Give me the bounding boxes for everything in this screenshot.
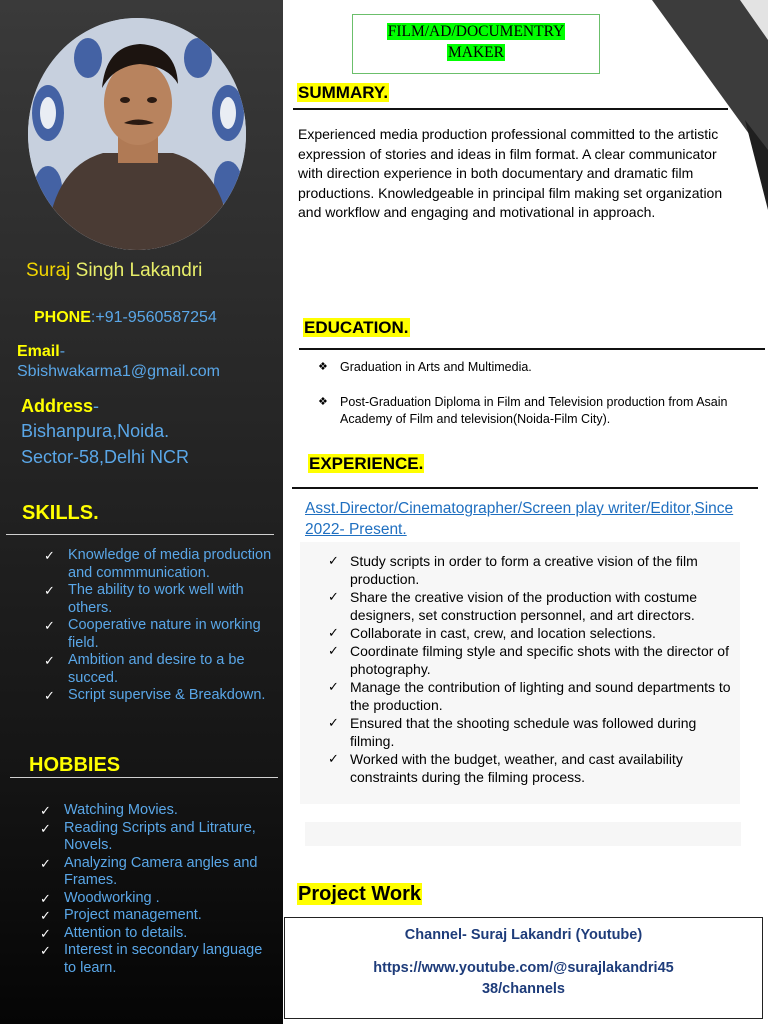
summary-heading <box>297 83 389 103</box>
experience-item <box>328 642 738 678</box>
experience-divider <box>292 487 758 489</box>
check-icon: ✓ <box>328 643 339 658</box>
check-icon: ✓ <box>40 908 51 923</box>
education-item <box>318 394 758 428</box>
check-icon: ✓ <box>328 751 339 766</box>
skill-text: Script supervise & Breakdown. <box>68 687 266 703</box>
education-text: Post-Graduation Diploma in Film and Television production from Asain Academy of Film and television(Noida-Film City). <box>340 395 728 426</box>
email-dash: - <box>59 343 66 360</box>
hobby-text: Attention to details. <box>64 924 188 941</box>
summary-text: Experienced media production professional committed to the artistic expression of stories and ideas in film format. A clear communicator with direction experience in both documentary and dramatic film productions. Knowledgeable in principal film making set organization and workflow and engaging and motivational in approach. <box>298 126 723 220</box>
experience-heading-text: EXPERIENCE. <box>309 454 424 473</box>
education-text: Graduation in Arts and Multimedia. <box>340 360 532 374</box>
hobby-text: Analyzing Camera angles and Frames. <box>64 854 258 888</box>
hobby-text: Project management. <box>64 907 202 923</box>
summary-heading-text: SUMMARY. <box>298 83 389 102</box>
project-box <box>284 917 763 1019</box>
profile-photo-illustration <box>28 18 246 250</box>
experience-list <box>328 552 738 786</box>
check-icon: ✓ <box>40 803 51 818</box>
hobby-item <box>38 925 278 943</box>
skill-text: Ambition and desire to a be succed. <box>68 652 245 686</box>
check-icon: ✓ <box>328 679 339 694</box>
skills-list <box>42 547 278 705</box>
rest-name: Singh Lakandri <box>75 260 203 281</box>
address-label-line <box>21 396 99 417</box>
title-line-1: FILM/AD/DOCUMENTRY <box>387 23 565 40</box>
candidate-name <box>26 260 202 282</box>
email-label-line <box>17 343 65 361</box>
check-icon: ✓ <box>328 625 339 640</box>
hobby-item <box>38 890 278 908</box>
sidebar <box>0 0 283 1024</box>
check-icon: ✓ <box>44 688 55 703</box>
experience-heading <box>308 454 424 474</box>
experience-item <box>328 714 738 750</box>
project-heading-text: Project Work <box>298 883 421 905</box>
experience-text: Collaborate in cast, crew, and location selections. <box>350 625 656 641</box>
phone-line <box>34 309 217 327</box>
check-icon: ✓ <box>328 715 339 730</box>
project-url-line-1[interactable]: https://www.youtube.com/@surajlakandri45 <box>373 960 674 976</box>
first-name: Suraj <box>26 260 76 281</box>
check-icon: ✓ <box>328 589 339 604</box>
experience-item <box>328 588 738 624</box>
skill-text: Cooperative nature in working field. <box>68 617 261 651</box>
skills-heading: SKILLS. <box>22 502 99 524</box>
experience-text: Share the creative vision of the production with costume designers, set construction personnel, and art directors. <box>350 589 698 623</box>
skill-item <box>42 617 278 652</box>
hobby-item <box>38 802 278 820</box>
skill-text: Knowledge of media production and commmunication. <box>68 547 272 581</box>
check-icon: ✓ <box>40 943 51 958</box>
hobbies-list <box>38 802 278 977</box>
hobby-item <box>38 820 278 855</box>
project-heading <box>297 883 422 906</box>
diamond-bullet-icon: ❖ <box>318 396 328 408</box>
check-icon: ✓ <box>328 553 339 568</box>
hobby-text: Watching Movies. <box>64 802 178 818</box>
empty-panel <box>305 822 741 846</box>
hobbies-heading: HOBBIES <box>29 754 121 776</box>
education-heading-text: EDUCATION. <box>304 318 409 337</box>
address-label: Address <box>21 396 94 416</box>
address-line-2: Sector-58,Delhi NCR <box>21 447 190 467</box>
experience-text: Manage the contribution of lighting and sound departments to the production. <box>350 679 731 713</box>
skills-divider <box>6 534 274 535</box>
skill-item <box>42 547 278 582</box>
check-icon: ✓ <box>40 820 51 836</box>
address-line-1: Bishanpura,Noida. <box>21 421 170 441</box>
diamond-bullet-icon: ❖ <box>318 361 328 373</box>
experience-item <box>328 678 738 714</box>
email-label: Email <box>17 343 60 360</box>
check-icon: ✓ <box>40 925 51 941</box>
hobby-item <box>38 942 278 977</box>
hobby-text: Reading Scripts and Litrature, Novels. <box>64 819 256 853</box>
education-list <box>318 359 758 428</box>
experience-text: Ensured that the shooting schedule was followed during filming. <box>350 715 697 749</box>
education-item <box>318 359 758 376</box>
job-title-link[interactable]: Asst.Director/Cinematographer/Screen play writer/Editor,Since 2022- Present. <box>305 500 734 538</box>
profile-photo <box>28 18 246 250</box>
education-heading <box>303 318 410 338</box>
project-url-line-2[interactable]: 38/channels <box>481 981 565 997</box>
experience-item <box>328 624 738 642</box>
education-divider <box>299 348 765 350</box>
summary-divider <box>293 108 728 110</box>
experience-text: Coordinate filming style and specific shots with the director of photography. <box>350 643 729 677</box>
experience-text: Worked with the budget, weather, and cast availability constraints during the filming process. <box>350 751 683 785</box>
hobby-item <box>38 907 278 925</box>
hobby-text: Interest in secondary language to learn. <box>64 942 263 976</box>
check-icon: ✓ <box>44 618 55 633</box>
document-title-box <box>352 14 600 74</box>
skill-text: The ability to work well with others. <box>68 582 244 616</box>
hobby-item <box>38 855 278 890</box>
title-line-2: MAKER <box>448 44 504 61</box>
email-value[interactable]: Sbishwakarma1@gmail.com <box>17 363 220 380</box>
check-icon: ✓ <box>44 548 55 563</box>
address-dash: - <box>93 396 100 416</box>
project-channel: Channel- Suraj Lakandri (Youtube) <box>404 927 643 943</box>
check-icon: ✓ <box>44 653 55 668</box>
phone-label: PHONE <box>34 309 91 326</box>
skill-item <box>42 687 278 705</box>
skill-item <box>42 652 278 687</box>
skill-item <box>42 582 278 617</box>
hobbies-divider <box>10 777 278 778</box>
check-icon: ✓ <box>40 890 51 906</box>
phone-value: :+91-9560587254 <box>90 309 217 326</box>
experience-item <box>328 750 738 786</box>
document-title <box>353 21 599 63</box>
check-icon: ✓ <box>44 583 55 598</box>
check-icon: ✓ <box>40 855 51 871</box>
experience-text: Study scripts in order to form a creative vision of the film production. <box>350 553 698 587</box>
experience-item <box>328 552 738 588</box>
hobby-text: Woodworking . <box>64 889 160 906</box>
